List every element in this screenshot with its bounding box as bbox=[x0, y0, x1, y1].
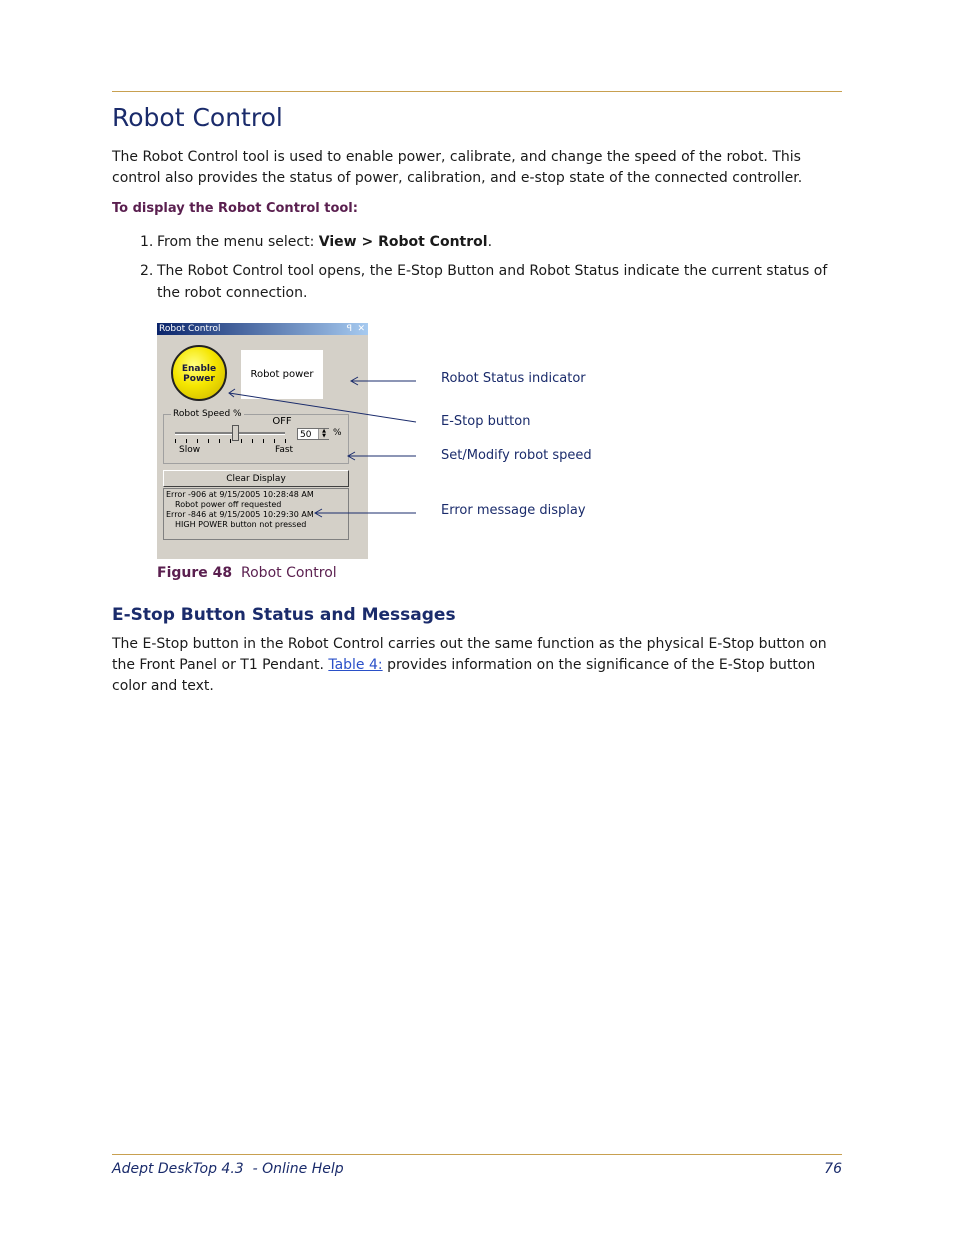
percent-unit: % bbox=[333, 428, 342, 438]
step-text: The Robot Control tool opens, the E-Stop Button and Robot Status indicate the current status of the robot connection. bbox=[157, 263, 828, 301]
step-text-post: . bbox=[487, 234, 493, 250]
callout-speed: Set/Modify robot speed bbox=[441, 448, 592, 463]
menu-path: View > Robot Control bbox=[318, 234, 488, 250]
clear-display-button[interactable]: Clear Display bbox=[163, 470, 349, 487]
robot-status-indicator: Robot power OFF bbox=[241, 350, 323, 399]
footer-rule bbox=[112, 1154, 842, 1155]
section-paragraph bbox=[112, 634, 842, 697]
spin-arrows-icon[interactable]: ▲ ▼ bbox=[318, 429, 329, 439]
section-heading: E-Stop Button Status and Messages bbox=[112, 605, 456, 625]
figure-label: Figure 48 bbox=[157, 565, 233, 581]
intro-paragraph: The Robot Control tool is used to enable power, calibrate, and change the speed of the robot. This control also provides the status of power, calibration, and e-stop state of the connected controller. bbox=[112, 149, 803, 186]
step-number: 1. bbox=[140, 234, 154, 250]
figure-caption bbox=[157, 565, 337, 581]
page-number: 76 bbox=[824, 1161, 842, 1177]
estop-label-line2: Power bbox=[183, 374, 215, 384]
callout-estop: E-Stop button bbox=[441, 414, 531, 429]
speed-input[interactable]: 50 bbox=[297, 428, 329, 440]
estop-label-line1: Enable bbox=[181, 364, 217, 374]
section-text-after: provides information on the significance of the E-Stop button color and text. bbox=[112, 657, 816, 694]
table-4-link[interactable]: Table 4: bbox=[328, 657, 383, 673]
speed-group-label: Robot Speed % bbox=[173, 409, 242, 419]
step-text-pre: From the menu select: bbox=[157, 234, 319, 250]
footer-doc-title: Adept DeskTop 4.3 - Online Help bbox=[112, 1161, 344, 1177]
step-number: 2. bbox=[140, 263, 154, 279]
message-line: Robot power off requested bbox=[175, 500, 282, 509]
message-line: Error -846 at 9/15/2005 10:29:30 AM bbox=[166, 510, 314, 519]
callout-error: Error message display bbox=[441, 503, 586, 518]
procedure-heading: To display the Robot Control tool: bbox=[112, 201, 358, 216]
close-icon[interactable]: ✕ bbox=[357, 324, 365, 334]
slow-label: Slow bbox=[179, 445, 201, 455]
pin-icon[interactable]: ꟼ bbox=[346, 324, 352, 334]
page-title: Robot Control bbox=[112, 103, 283, 132]
figure-caption-text: Robot Control bbox=[241, 565, 337, 581]
message-line: Error -906 at 9/15/2005 10:28:48 AM bbox=[166, 490, 314, 499]
section-text-before: The E-Stop button in the Robot Control carries out the same function as the physical E-Stop button on the Front Panel or T1 Pendant. bbox=[112, 636, 827, 673]
callout-status: Robot Status indicator bbox=[441, 371, 586, 386]
message-line: HIGH POWER button not pressed bbox=[175, 520, 307, 529]
estop-callout-line bbox=[229, 393, 416, 422]
window-title: Robot Control bbox=[159, 324, 221, 334]
fast-label: Fast bbox=[275, 445, 294, 455]
